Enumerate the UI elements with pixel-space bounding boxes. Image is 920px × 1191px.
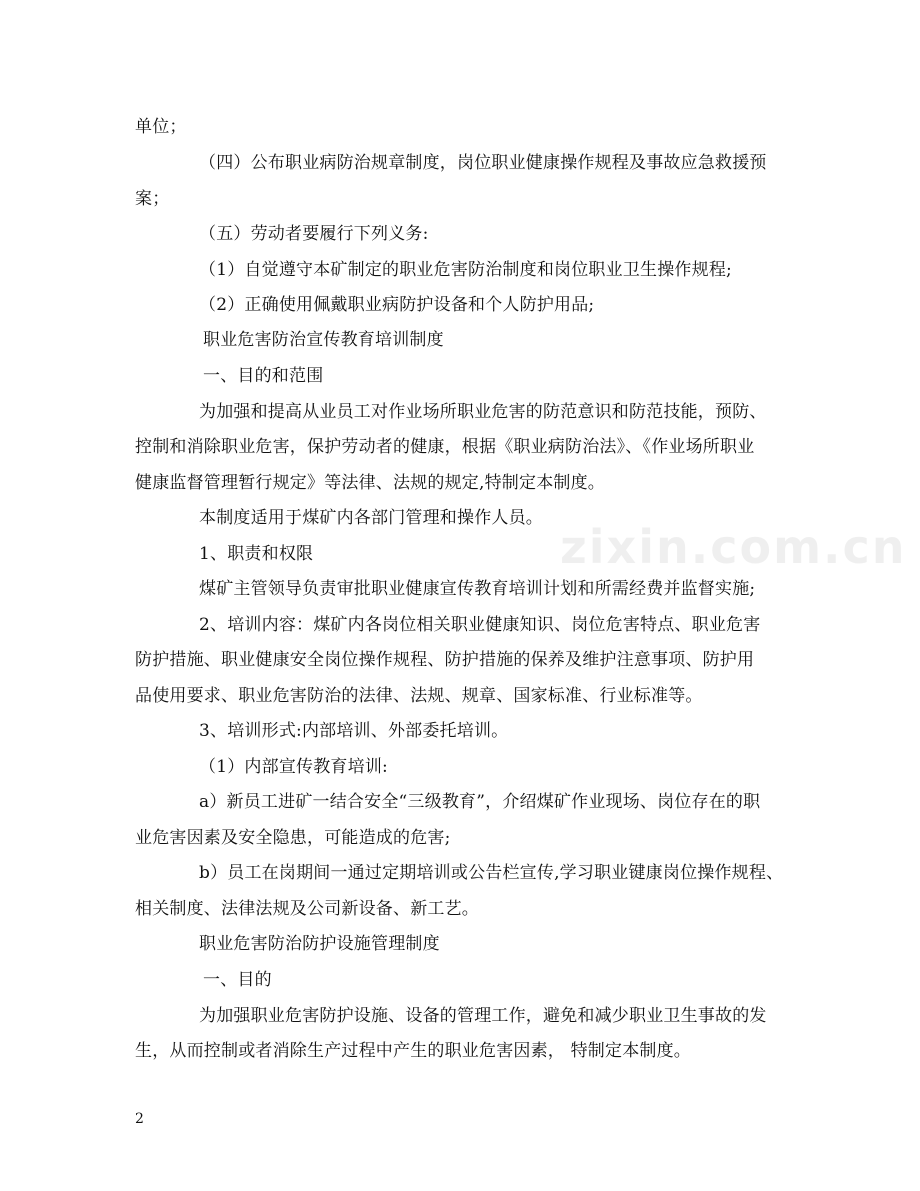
text-line: 相关制度、法律法规及公司新设备、新工艺。 [135,899,479,919]
text-line: 煤矿主管领导负责审批职业健康宣传教育培训计划和所需经费并监督实施; [199,579,756,599]
section-heading: 职业危害防治宣传教育培训制度 [203,330,444,350]
subsection-heading: 一、目的 [203,970,272,990]
text-line: 1、职责和权限 [199,544,314,564]
watermark: zixin.com.cn [560,520,907,574]
text-line: 3、培训形式:内部培训、外部委托培训。 [199,721,509,741]
subsection-heading: 一、目的和范围 [203,366,324,386]
text-line: 案； [135,189,170,209]
text-line: （四）公布职业病防治规章制度，岗位职业健康操作规程及事故应急救援预 [199,153,767,173]
section-heading: 职业危害防治防护设施管理制度 [199,934,440,954]
text-line: （2）正确使用佩戴职业病防护设备和个人防护用品; [199,295,595,315]
text-line: 2、培训内容：煤矿内各岗位相关职业健康知识、岗位危害特点、职业危害 [199,615,761,635]
text-line: 防护措施、职业健康安全岗位操作规程、防护措施的保养及维护注意事项、防护用 [135,650,755,670]
text-line: 控制和消除职业危害，保护劳动者的健康，根据《职业病防治法》、《作业场所职业 [135,437,755,457]
text-line: 本制度适用于煤矿内各部门管理和操作人员。 [199,508,543,528]
text-line: 单位； [135,117,187,137]
text-line: a）新员工进矿一结合安全“三级教育”，介绍煤矿作业现场、岗位存在的职 [199,792,761,812]
text-line: （1）自觉遵守本矿制定的职业危害防治制度和岗位职业卫生操作规程; [199,260,732,280]
text-line: 为加强职业危害防护设施、设备的管理工作，避免和减少职业卫生事故的发 [199,1006,767,1026]
text-line: （五）劳动者要履行下列义务: [199,224,429,244]
text-line: 业危害因素及安全隐患，可能造成的危害; [135,828,451,848]
text-line: 品使用要求、职业危害防治的法律、法规、规章、国家标准、行业标准等。 [135,686,703,706]
text-line: 健康监督管理暂行规定》等法律、法规的规定,特制定本制度。 [135,473,606,493]
page-number: 2 [135,1111,144,1127]
text-line: 生，从而控制或者消除生产过程中产生的职业危害因素， 特制定本制度。 [135,1041,692,1061]
text-line: （1）内部宣传教育培训: [199,757,388,777]
text-line: b）员工在岗期间一通过定期培训或公告栏宣传,学习职业键康岗位操作规程、 [199,863,784,883]
text-line: 为加强和提高从业员工对作业场所职业危害的防范意识和防范技能，预防、 [199,402,767,422]
